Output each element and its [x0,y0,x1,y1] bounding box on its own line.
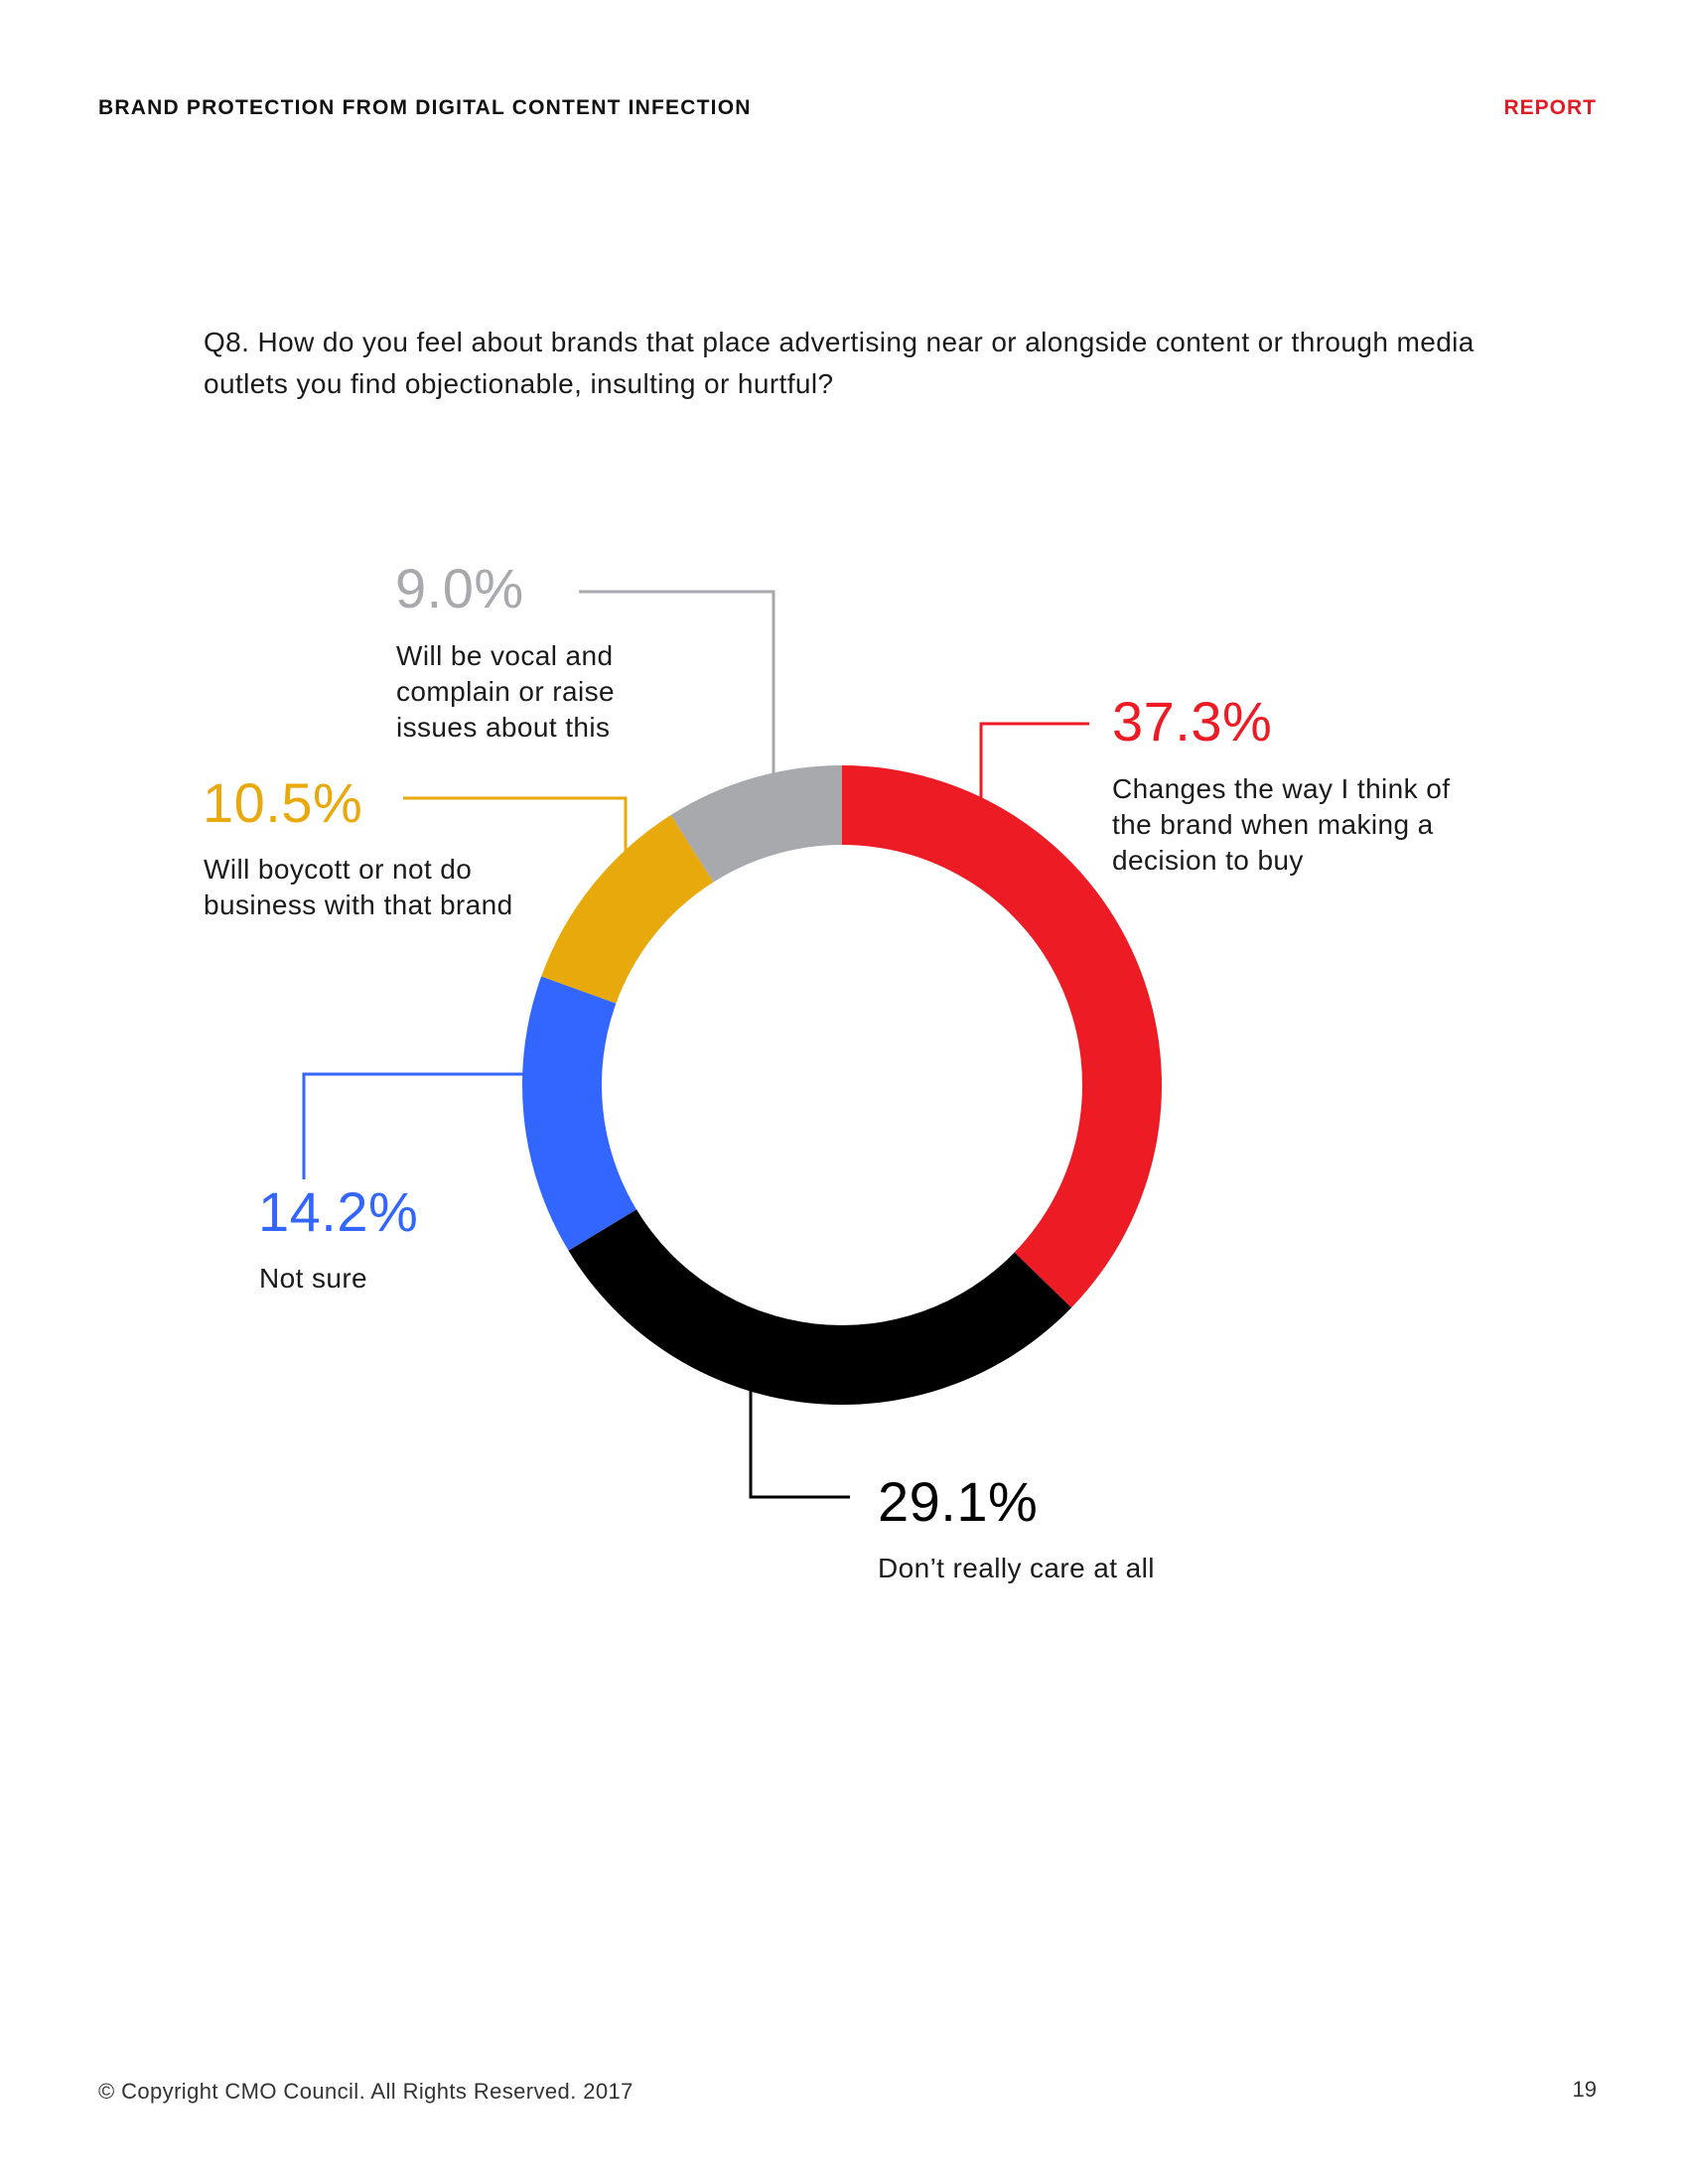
slice-1-label: Don’t really care at all [878,1553,1155,1583]
slice-1 [569,1209,1071,1405]
page-number: 19 [1572,2077,1597,2102]
report-tag: REPORT [1503,96,1597,119]
slice-0-percentage: 37.3% [1112,690,1273,752]
leader-line-slice-0 [981,724,1089,802]
slice-2-label: Not sure [259,1263,368,1294]
slice-4-percentage: 9.0% [395,557,524,619]
slice-3-percentage: 10.5% [203,771,363,834]
leader-line-slice-1 [751,1390,850,1497]
slice-2-percentage: 14.2% [258,1180,419,1243]
slice-0-label: Changes the way I think of the brand when making a decision to buy [1112,773,1451,876]
report-title: BRAND PROTECTION FROM DIGITAL CONTENT INFECTION [98,96,752,119]
copyright-notice: © Copyright CMO Council. All Rights Reserved. 2017 [98,2079,633,2104]
question-text: Q8. How do you feel about brands that place advertising near or alongside content or through media outlets you find objectionable, insulting or hurtful? [204,327,1475,399]
slice-3-label: Will boycott or not do business with that brand [204,854,513,920]
slice-4-label: Will be vocal and complain or raise issues about this [396,640,615,743]
slice-1-percentage: 29.1% [878,1470,1039,1533]
slice-3 [541,815,713,1004]
leader-line-slice-2 [304,1074,526,1179]
leader-line-slice-3 [403,798,626,858]
slice-2 [522,977,636,1251]
donut-slices [522,765,1162,1405]
